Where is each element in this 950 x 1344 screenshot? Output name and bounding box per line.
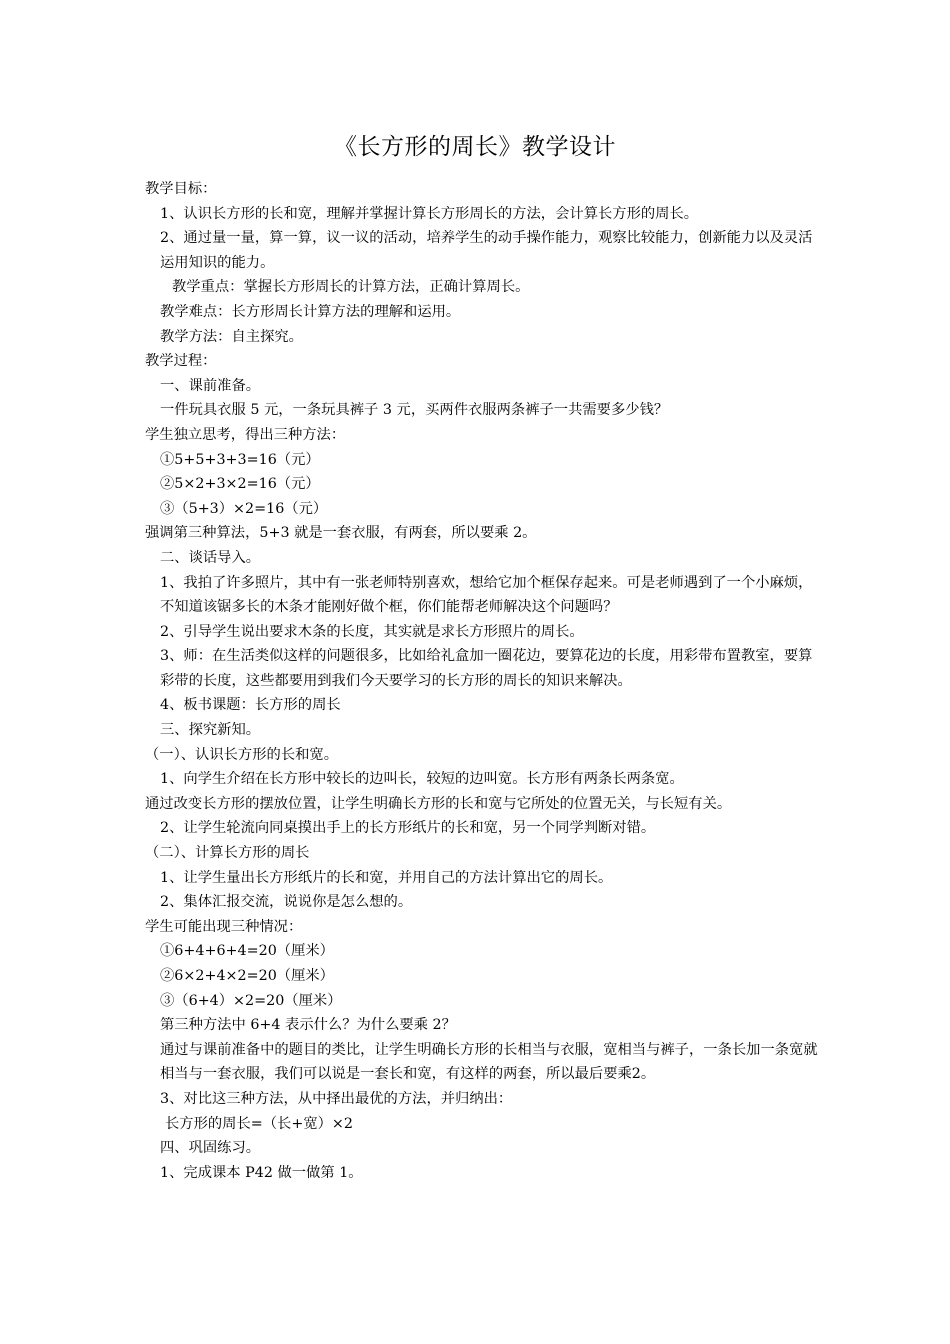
paragraph-key-point: 教学重点：掌握长方形周长的计算方法，正确计算周长。	[172, 279, 530, 296]
formula-perimeter: 长方形的周长=（长+宽）×2	[165, 1115, 354, 1132]
paragraph-goal-2: 2、通过量一量，算一算，议一议的活动，培养学生的动手操作能力，观察比较能力，创新能力以及灵活运用知识的能力。	[160, 230, 813, 271]
paragraph-intro-1: 1、我拍了许多照片，其中有一张老师特别喜欢，想给它加个框保存起来。可是老师遇到了一个小麻烦，不知道该锯多长的木条才能刚好做个框，你们能帮老师解决这个问题吗？	[160, 574, 813, 616]
paragraph-teaching-method: 教学方法：自主探究。	[160, 328, 303, 345]
paragraph-three-situations-intro: 学生可能出现三种情况：	[145, 918, 303, 935]
section-heading-preparation: 一、课前准备。	[160, 377, 261, 394]
formula-method-1: ①5+5+3+3=16（元）	[160, 451, 320, 468]
section-heading-practice: 四、巩固练习。	[160, 1140, 261, 1157]
paragraph-explore-1: 1、向学生介绍在长方形中较长的边叫长，较短的边叫宽。长方形有两条长两条宽。	[160, 771, 684, 788]
paragraph-practice-1: 1、完成课本 P42 做一做第 1。	[160, 1164, 363, 1181]
paragraph-three-methods-intro: 学生独立思考，得出三种方法：	[145, 426, 346, 443]
formula-method-3: ③（5+3）×2=16（元）	[160, 500, 328, 517]
formula-situation-3: ③（6+4）×2=20（厘米）	[160, 992, 342, 1009]
paragraph-explore-position: 通过改变长方形的摆放位置，让学生明确长方形的长和宽与它所处的位置无关，与长短有关。	[145, 795, 732, 812]
paragraph-difficult-point: 教学难点：长方形周长计算方法的理解和运用。	[160, 303, 461, 320]
document-body	[145, 177, 820, 1185]
paragraph-preparation-question: 一件玩具衣服 5 元，一条玩具裤子 3 元，买两件衣服两条裤子一共需要多少钱？	[160, 402, 669, 419]
section-heading-introduction: 二、谈话导入。	[160, 549, 261, 566]
formula-situation-2: ②6×2+4×2=20（厘米）	[160, 968, 334, 984]
paragraph-intro-2: 2、引导学生说出要求木条的长度，其实就是求长方形照片的周长。	[160, 623, 584, 640]
section-heading-explore: 三、探究新知。	[160, 722, 261, 739]
paragraph-calculate-1: 1、让学生量出长方形纸片的长和宽，并用自己的方法计算出它的周长。	[160, 869, 613, 886]
formula-method-2: ②5×2+3×2=16（元）	[160, 476, 320, 493]
paragraph-intro-3: 3、师：在生活类似这样的问题很多，比如给礼盒加一圈花边，要算花边的长度，用彩带布置教室，要算彩带的长度，这些都要用到我们今天要学习的长方形的周长的知识来解决。	[160, 648, 813, 689]
paragraph-goal-1: 1、认识长方形的长和宽，理解并掌握计算长方形周长的方法，会计算长方形的周长。	[160, 205, 699, 222]
paragraph-teaching-goals-heading: 教学目标：	[145, 181, 217, 197]
document-title: 《长方形的周长》教学设计	[334, 134, 616, 160]
paragraph-compare-methods: 3、对比这三种方法，从中择出最优的方法，并归纳出：	[160, 1090, 513, 1107]
paragraph-calculate-2: 2、集体汇报交流，说说你是怎么想的。	[160, 894, 413, 911]
paragraph-explore-2: 2、让学生轮流向同桌摸出手上的长方形纸片的长和宽，另一个同学判断对错。	[160, 820, 656, 837]
formula-situation-1: ①6+4+6+4=20（厘米）	[160, 943, 334, 960]
paragraph-teaching-process-heading: 教学过程：	[145, 353, 217, 370]
paragraph-intro-4: 4、板书课题：长方形的周长	[160, 697, 341, 714]
paragraph-emphasis-third-method: 强调第三种算法，5+3 就是一套衣服，有两套，所以要乘 2。	[145, 525, 537, 542]
paragraph-analogy: 通过与课前准备中的题目的类比，让学生明确长方形的长相当与衣服，宽相当与裤子，一条长加一条宽就相当与一套衣服，我们可以说是一套长和宽，有这样的两套，所以最后要乘2。	[160, 1041, 818, 1083]
subsection-heading-calculate: （二）、计算长方形的周长	[145, 845, 310, 862]
subsection-heading-length-width: （一）、认识长方形的长和宽。	[145, 746, 339, 763]
paragraph-third-method-question: 第三种方法中 6+4 表示什么？为什么要乘 2？	[160, 1017, 456, 1034]
